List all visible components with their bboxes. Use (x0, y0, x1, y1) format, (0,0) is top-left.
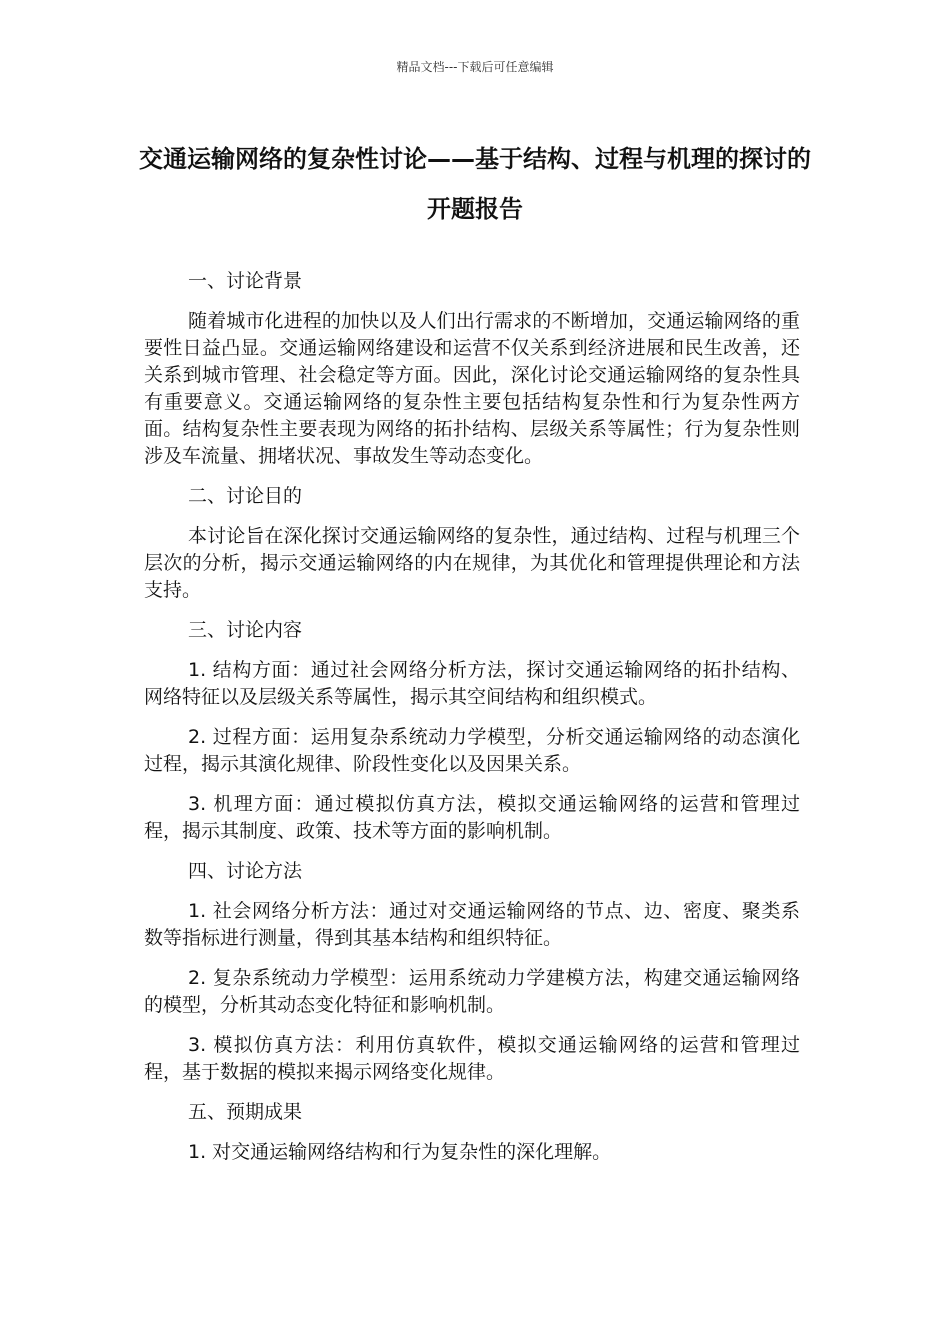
section-heading-background: 一、讨论背景 (188, 270, 303, 292)
document-body (144, 268, 800, 1179)
paragraph: 随着城市化进程的加快以及人们出行需求的不断增加，交通运输网络的重要性日益凸显。交通运输网络建设和运营不仅关系到经济进展和民生改善，还关系到城市管理、社会稳定等方面。因此，深化讨论交通运输网络的复杂性具有重要意义。交通运输网络的复杂性主要包括结构复杂性和行为复杂性两方面。结构复杂性主要表现为网络的拓扑结构、层级关系等属性；行为复杂性则涉及车流量、拥堵状况、事故发生等动态变化。 (144, 310, 800, 467)
paragraph: 本讨论旨在深化探讨交通运输网络的复杂性，通过结构、过程与机理三个层次的分析，揭示交通运输网络的内在规律，为其优化和管理提供理论和方法支持。 (144, 525, 800, 601)
list-item: 1. 对交通运输网络结构和行为复杂性的深化理解。 (188, 1141, 612, 1163)
document-title: 交通运输网络的复杂性讨论——基于结构、过程与机理的探讨的开题报告 (139, 145, 811, 223)
list-item: 3. 机理方面：通过模拟仿真方法，模拟交通运输网络的运营和管理过程，揭示其制度、政策、技术等方面的影响机制。 (144, 793, 800, 842)
list-item: 1. 结构方面：通过社会网络分析方法，探讨交通运输网络的拓扑结构、网络特征以及层级关系等属性，揭示其空间结构和组织模式。 (144, 659, 800, 708)
list-item: 3. 模拟仿真方法：利用仿真软件，模拟交通运输网络的运营和管理过程，基于数据的模拟来揭示网络变化规律。 (144, 1034, 800, 1083)
section-heading-expected-results: 五、预期成果 (188, 1101, 303, 1123)
header-note: 精品文档---下载后可任意编辑 (396, 60, 554, 74)
list-item: 2. 复杂系统动力学模型：运用系统动力学建模方法，构建交通运输网络的模型，分析其动态变化特征和影响机制。 (144, 967, 800, 1016)
list-item: 2. 过程方面：运用复杂系统动力学模型，分析交通运输网络的动态演化过程，揭示其演化规律、阶段性变化以及因果关系。 (144, 726, 800, 775)
list-item: 1. 社会网络分析方法：通过对交通运输网络的节点、边、密度、聚类系数等指标进行测量，得到其基本结构和组织特征。 (144, 900, 800, 949)
section-heading-purpose: 二、讨论目的 (188, 485, 303, 507)
section-heading-content: 三、讨论内容 (188, 619, 303, 641)
section-heading-methods: 四、讨论方法 (188, 860, 303, 882)
